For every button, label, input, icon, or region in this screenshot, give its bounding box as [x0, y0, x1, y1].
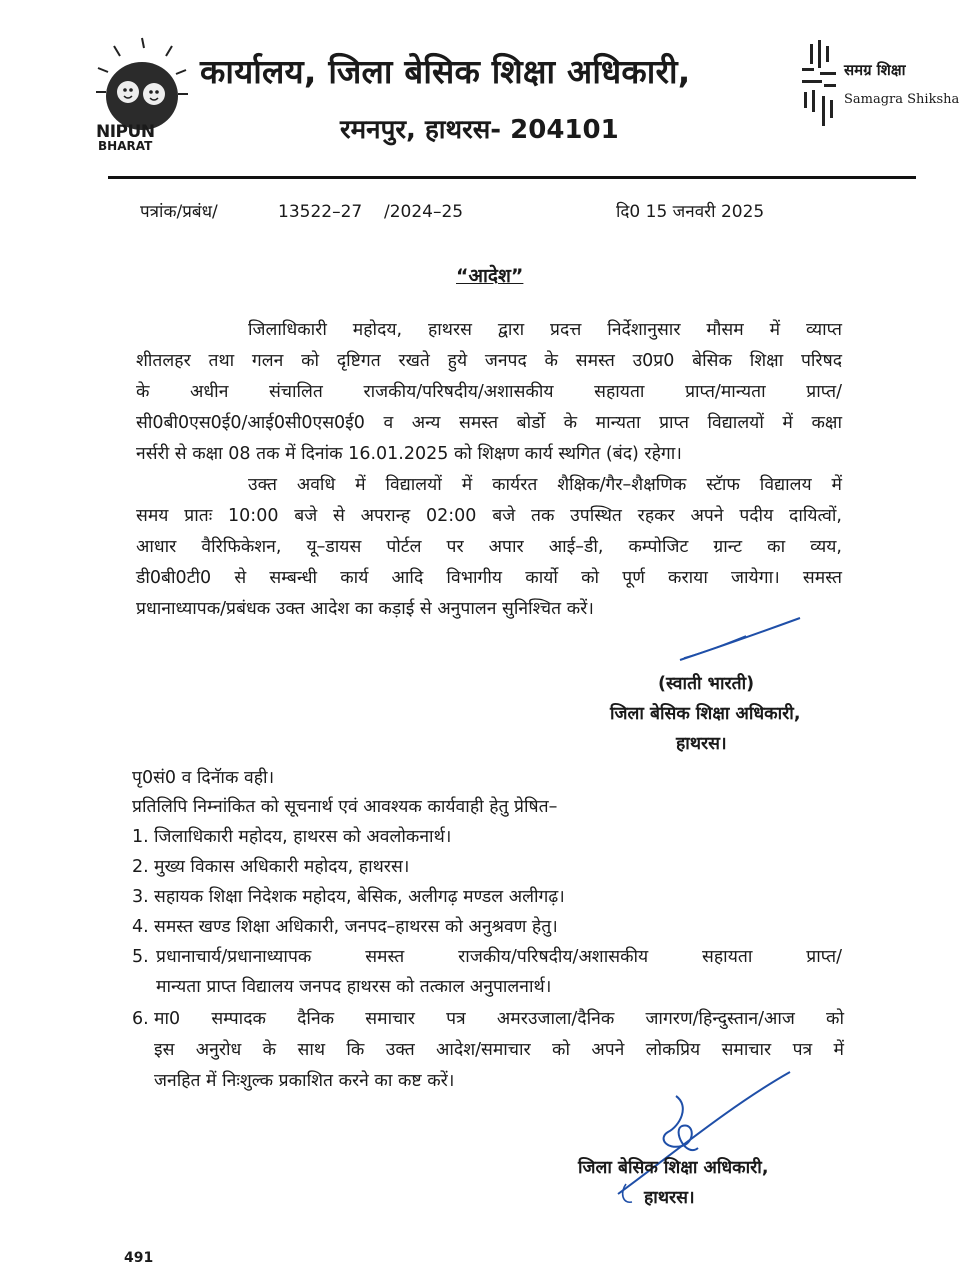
recipient-line: प्रधानाचार्य/प्रधानाध्यापक समस्त राजकीय/परिषदीय/अशासकीय सहायता प्राप्त/ [156, 947, 842, 967]
nipun-text: NIPUN [96, 122, 155, 142]
reference-number: 13522–27 [278, 202, 363, 222]
office-address: रमनपुर, हाथरस- 204101 [340, 115, 619, 145]
copy-to-line: प्रतिलिपि निम्नांकित को सूचनार्थ एवं आवश्यक कार्यवाही हेतु प्रेषित– [132, 797, 558, 817]
reference-label: पत्रांक/प्रबंध/ [140, 202, 218, 222]
recipient-number: 5. [132, 947, 149, 967]
recipient-number: 6. [132, 1009, 149, 1029]
samagra-shiksha-icon [798, 40, 842, 130]
para1-line: जिलाधिकारी महोदय, हाथरस द्वारा प्रदत्त निर्देशानुसार मौसम में व्याप्त [248, 320, 842, 340]
recipient-line: मा0 सम्पादक दैनिक समाचार पत्र अमरउजाला/दैनिक जागरण/हिन्दुस्तान/आज को [154, 1009, 844, 1029]
recipient-line: मान्यता प्राप्त विद्यालय जनपद हाथरस को तत्काल अनुपालनार्थ। [156, 977, 552, 997]
recipient-line: जनहित में निःशुल्क प्रकाशित करने का कष्ट करें। [154, 1071, 455, 1091]
para1-line: के अधीन संचालित राजकीय/परिषदीय/अशासकीय सहायता प्राप्त/मान्यता प्राप्त/ [136, 382, 842, 402]
officer-designation: जिला बेसिक शिक्षा अधिकारी, [610, 704, 801, 724]
bharat-text: BHARAT [98, 139, 153, 153]
recipient-line: जिलाधिकारी महोदय, हाथरस को अवलोकनार्थ। [154, 827, 452, 847]
samagra-hindi: समग्र शिक्षा [844, 61, 906, 79]
para1-line: सी0बी0एस0ई0/आई0सी0एस0ई0 व अन्य समस्त बोर्डो के मान्यता प्राप्त विद्यालयों में कक्षा [136, 413, 842, 433]
recipient-line: सहायक शिक्षा निदेशक महोदय, बेसिक, अलीगढ़ मण्डल अलीगढ़। [154, 887, 565, 907]
recipient-line: इस अनुरोध के साथ कि उक्त आदेश/समाचार को अपने लोकप्रिय समाचार पत्र में [154, 1040, 844, 1060]
nipun-bharat-logo [92, 34, 192, 156]
para2-line: आधार वैरिफिकेशन, यू–डायस पोर्टल पर अपार आई–डी, कम्पोजिट ग्रान्ट का व्यय, [136, 537, 842, 557]
reference-year: /2024–25 [384, 202, 464, 222]
recipient-number: 3. [132, 887, 149, 907]
endorsement-line: पृ0सं0 व दिनॅाक वही। [132, 768, 275, 788]
recipient-line: मुख्य विकास अधिकारी महोदय, हाथरस। [154, 857, 410, 877]
order-title: “आदेश” [456, 265, 524, 287]
officer-name: (स्वाती भारती) [658, 674, 755, 694]
header-divider [108, 176, 916, 179]
reference-date: दि0 15 जनवरी 2025 [616, 202, 765, 222]
signatory-place: हाथरस। [644, 1188, 695, 1208]
para2-line: समय प्रातः 10:00 बजे से अपरान्ह 02:00 बजे तक उपस्थित रहकर अपने पदीय दायित्वों, [136, 506, 842, 526]
recipient-number: 1. [132, 827, 149, 847]
recipient-number: 4. [132, 917, 149, 937]
signature-scribble-icon [610, 1066, 800, 1216]
samagra-shiksha-logo [798, 40, 960, 130]
recipient-number: 2. [132, 857, 149, 877]
para2-line: डी0बी0टी0 से सम्बन्धी कार्य आदि विभागीय कार्यो को पूर्ण कराया जायेगा। समस्त [136, 568, 842, 588]
para2-line: उक्त अवधि में विद्यालयों में कार्यरत शैक्षिक/गैर–शैक्षणिक स्टॅाफ विद्यालय में [248, 475, 842, 495]
office-title: कार्यालय, जिला बेसिक शिक्षा अधिकारी, [200, 52, 691, 91]
recipient-line: समस्त खण्ड शिक्षा अधिकारी, जनपद–हाथरस को अनुश्रवण हेतु। [154, 917, 558, 937]
officer-place: हाथरस। [676, 734, 727, 754]
para1-line: नर्सरी से कक्षा 08 तक में दिनांक 16.01.2025 को शिक्षण कार्य स्थगित (बंद) रहेगा। [136, 444, 682, 464]
samagra-english: Samagra Shiksha [844, 92, 960, 107]
para1-line: शीतलहर तथा गलन को दृष्टिगत रखते हुये जनपद के समस्त उ0प्र0 बेसिक शिक्षा परिषद [136, 351, 842, 371]
signatory-designation: जिला बेसिक शिक्षा अधिकारी, [578, 1158, 769, 1178]
page-number: 491 [124, 1250, 154, 1266]
signature-stroke-icon [676, 614, 806, 664]
para2-line: प्रधानाध्यापक/प्रबंधक उक्त आदेश का कड़ाई से अनुपालन सुनिश्चित करें। [136, 599, 594, 619]
